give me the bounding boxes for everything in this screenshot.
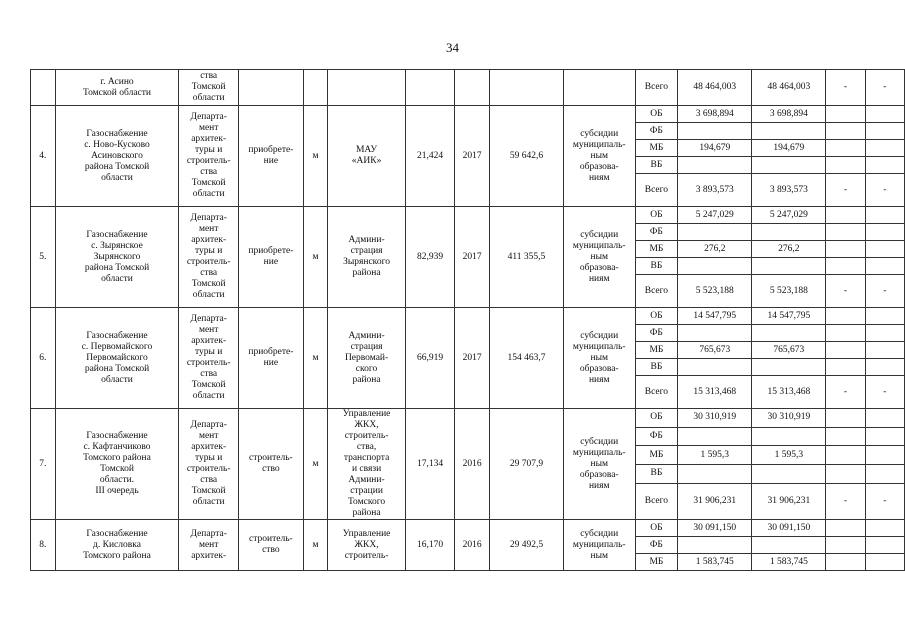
table-row (31, 106, 905, 123)
row-number-cell: 4. (31, 106, 56, 207)
budget-source-cell: МБ (635, 446, 678, 465)
dash-cell (826, 409, 865, 428)
work-type-cell: строитель- ство (239, 409, 304, 520)
organization-cell: Админи- страция Первомай- ского района (328, 308, 405, 409)
unit-cell: м (303, 106, 328, 207)
budget-total-cell (678, 224, 752, 241)
organization-cell (328, 70, 405, 106)
year-cell: 2016 (455, 409, 490, 520)
dash-cell (865, 537, 904, 554)
budget-amount-cell: 31 906,231 (752, 483, 826, 519)
budget-source-cell: Всего (635, 70, 678, 106)
dash-cell (865, 157, 904, 174)
budget-total-cell: 30 091,150 (678, 520, 752, 537)
table-row (31, 207, 905, 224)
budget-amount-cell: 30 091,150 (752, 520, 826, 537)
budget-amount-cell: 194,679 (752, 140, 826, 157)
budget-source-cell: МБ (635, 140, 678, 157)
budget-amount-cell: 1 595,3 (752, 446, 826, 465)
budget-amount-cell (752, 224, 826, 241)
department-cell: Департа- мент архитек- туры и строитель- ства Томской области (179, 409, 239, 520)
dash-cell (865, 427, 904, 446)
budget-source-cell: ФБ (635, 325, 678, 342)
budget-source-cell: Всего (635, 483, 678, 519)
organization-cell: Админи- страция Зырянского района (328, 207, 405, 308)
budget-source-cell: МБ (635, 241, 678, 258)
work-type-cell (239, 70, 304, 106)
budget-amount-cell: 48 464,003 (752, 70, 826, 106)
budget-total-cell: 30 310,919 (678, 409, 752, 428)
work-type-cell: приобрете- ние (239, 106, 304, 207)
dash-cell (826, 554, 865, 571)
budget-amount-cell (752, 123, 826, 140)
year-cell (455, 70, 490, 106)
object-name-cell: г. Асино Томской области (55, 70, 179, 106)
budget-amount-cell: 276,2 (752, 241, 826, 258)
budget-amount-cell: 30 310,919 (752, 409, 826, 428)
budget-total-cell: 276,2 (678, 241, 752, 258)
year-cell: 2017 (455, 308, 490, 409)
dash-cell (826, 123, 865, 140)
department-cell: Департа- мент архитек- туры и строитель- ства Томской области (179, 308, 239, 409)
budget-source-cell: ОБ (635, 207, 678, 224)
row-number-cell: 7. (31, 409, 56, 520)
dash-cell (865, 342, 904, 359)
dash-cell (865, 241, 904, 258)
page-number: 34 (446, 40, 459, 55)
budget-total-cell (678, 258, 752, 275)
dash-cell: - (865, 275, 904, 308)
object-name-cell: Газоснабжение с. Ново-Кусково Асиновского района Томской области (55, 106, 179, 207)
budget-source-cell: ФБ (635, 537, 678, 554)
dash-cell (865, 224, 904, 241)
year-cell: 2017 (455, 207, 490, 308)
budget-source-cell: Всего (635, 376, 678, 409)
cost-cell: 411 355,5 (490, 207, 564, 308)
dash-cell (826, 446, 865, 465)
length-cell: 16,170 (405, 520, 455, 571)
dash-cell (826, 537, 865, 554)
dash-cell: - (865, 376, 904, 409)
dash-cell (826, 359, 865, 376)
budget-total-cell: 194,679 (678, 140, 752, 157)
budget-total-cell: 1 583,745 (678, 554, 752, 571)
object-name-cell: Газоснабжение с. Зырянское Зырянского района Томской области (55, 207, 179, 308)
budget-total-cell: 15 313,468 (678, 376, 752, 409)
budget-amount-cell: 5 523,188 (752, 275, 826, 308)
work-type-cell: приобрете- ние (239, 207, 304, 308)
table-row-top (31, 70, 905, 106)
dash-cell: - (865, 483, 904, 519)
dash-cell (865, 258, 904, 275)
budget-total-cell: 5 247,029 (678, 207, 752, 224)
dash-cell: - (826, 70, 865, 106)
table-row (31, 409, 905, 428)
unit-cell: м (303, 308, 328, 409)
budget-amount-cell (752, 157, 826, 174)
budget-amount-cell: 3 893,573 (752, 174, 826, 207)
object-name-cell: Газоснабжение с. Первомайского Первомайского района Томской области (55, 308, 179, 409)
work-type-cell: приобрете- ние (239, 308, 304, 409)
length-cell (405, 70, 455, 106)
budget-source-cell: ВБ (635, 258, 678, 275)
dash-cell (865, 106, 904, 123)
organization-cell: Управление ЖКХ, строитель- ства, транспорта и связи Админи- страции Томского района (328, 409, 405, 520)
dash-cell (826, 106, 865, 123)
dash-cell (826, 140, 865, 157)
budget-total-cell (678, 325, 752, 342)
unit-cell (303, 70, 328, 106)
funding-type-cell (563, 70, 635, 106)
dash-cell (865, 465, 904, 484)
work-type-cell: строитель- ство (239, 520, 304, 571)
dash-cell: - (826, 376, 865, 409)
budget-total-cell (678, 465, 752, 484)
dash-cell (865, 325, 904, 342)
dash-cell (826, 520, 865, 537)
organization-cell: Управление ЖКХ, строитель- (328, 520, 405, 571)
cost-cell: 59 642,6 (490, 106, 564, 207)
dash-cell (865, 140, 904, 157)
dash-cell: - (826, 483, 865, 519)
budget-amount-cell (752, 359, 826, 376)
year-cell: 2017 (455, 106, 490, 207)
dash-cell (865, 207, 904, 224)
dash-cell (826, 308, 865, 325)
dash-cell (865, 409, 904, 428)
budget-total-cell: 3 893,573 (678, 174, 752, 207)
year-cell: 2016 (455, 520, 490, 571)
unit-cell: м (303, 409, 328, 520)
budget-source-cell: Всего (635, 275, 678, 308)
dash-cell (826, 241, 865, 258)
dash-cell (865, 520, 904, 537)
dash-cell (826, 258, 865, 275)
budget-amount-cell: 3 698,894 (752, 106, 826, 123)
row-number-cell: 8. (31, 520, 56, 571)
budget-amount-cell: 1 583,745 (752, 554, 826, 571)
dash-cell (826, 157, 865, 174)
budget-amount-cell (752, 325, 826, 342)
funding-type-cell: субсидии муниципаль- ным образова- ниям (563, 207, 635, 308)
funding-type-cell: субсидии муниципаль- ным образова- ниям (563, 106, 635, 207)
row-number-cell: 6. (31, 308, 56, 409)
department-cell: Департа- мент архитек- туры и строитель- ства Томской области (179, 207, 239, 308)
dash-cell: - (826, 275, 865, 308)
budget-total-cell: 765,673 (678, 342, 752, 359)
object-name-cell: Газоснабжение д. Кисловка Томского района (55, 520, 179, 571)
cost-cell: 29 707,9 (490, 409, 564, 520)
budget-source-cell: ОБ (635, 520, 678, 537)
cost-cell: 29 492,5 (490, 520, 564, 571)
budget-total-cell: 5 523,188 (678, 275, 752, 308)
budget-source-cell: ВБ (635, 157, 678, 174)
budget-amount-cell: 14 547,795 (752, 308, 826, 325)
dash-cell: - (865, 70, 904, 106)
dash-cell (826, 325, 865, 342)
dash-cell (826, 465, 865, 484)
budget-total-cell (678, 537, 752, 554)
budget-source-cell: ФБ (635, 123, 678, 140)
budget-amount-cell (752, 537, 826, 554)
length-cell: 66,919 (405, 308, 455, 409)
funding-type-cell: субсидии муниципаль- ным образова- ниям (563, 409, 635, 520)
dash-cell: - (826, 174, 865, 207)
dash-cell (826, 427, 865, 446)
budget-total-cell (678, 427, 752, 446)
budget-total-cell: 1 595,3 (678, 446, 752, 465)
length-cell: 17,134 (405, 409, 455, 520)
length-cell: 82,939 (405, 207, 455, 308)
budget-total-cell: 14 547,795 (678, 308, 752, 325)
unit-cell: м (303, 207, 328, 308)
budget-amount-cell: 5 247,029 (752, 207, 826, 224)
length-cell: 21,424 (405, 106, 455, 207)
cost-cell (490, 70, 564, 106)
budget-source-cell: ОБ (635, 106, 678, 123)
object-name-cell: Газоснабжение с. Кафтанчиково Томского района Томской области. III очередь (55, 409, 179, 520)
budget-source-cell: ВБ (635, 359, 678, 376)
dash-cell (865, 123, 904, 140)
budget-source-cell: ОБ (635, 409, 678, 428)
budget-source-cell: ФБ (635, 427, 678, 446)
budget-amount-cell: 765,673 (752, 342, 826, 359)
department-cell: Департа- мент архитек- (179, 520, 239, 571)
budget-source-cell: Всего (635, 174, 678, 207)
budget-total-cell (678, 359, 752, 376)
dash-cell (826, 207, 865, 224)
budget-amount-cell: 15 313,468 (752, 376, 826, 409)
budget-source-cell: МБ (635, 342, 678, 359)
organization-cell: МАУ «АИК» (328, 106, 405, 207)
dash-cell (826, 342, 865, 359)
funding-type-cell: субсидии муниципаль- ным образова- ниям (563, 308, 635, 409)
budget-source-cell: ОБ (635, 308, 678, 325)
budget-total-cell (678, 123, 752, 140)
dash-cell: - (865, 174, 904, 207)
budget-amount-cell (752, 427, 826, 446)
dash-cell (865, 554, 904, 571)
budget-source-cell: МБ (635, 554, 678, 571)
table-row (31, 308, 905, 325)
budget-amount-cell (752, 465, 826, 484)
budget-total-cell: 48 464,003 (678, 70, 752, 106)
table-row (31, 520, 905, 537)
budget-total-cell: 31 906,231 (678, 483, 752, 519)
dash-cell (826, 224, 865, 241)
table-body (31, 70, 905, 571)
budget-table (30, 69, 905, 571)
cost-cell: 154 463,7 (490, 308, 564, 409)
dash-cell (865, 359, 904, 376)
budget-amount-cell (752, 258, 826, 275)
budget-source-cell: ВБ (635, 465, 678, 484)
department-cell: ства Томской области (179, 70, 239, 106)
budget-total-cell: 3 698,894 (678, 106, 752, 123)
department-cell: Департа- мент архитек- туры и строитель- ства Томской области (179, 106, 239, 207)
dash-cell (865, 446, 904, 465)
budget-total-cell (678, 157, 752, 174)
row-number-cell (31, 70, 56, 106)
dash-cell (865, 308, 904, 325)
unit-cell: м (303, 520, 328, 571)
row-number-cell: 5. (31, 207, 56, 308)
funding-type-cell: субсидии муниципаль- ным (563, 520, 635, 571)
budget-source-cell: ФБ (635, 224, 678, 241)
